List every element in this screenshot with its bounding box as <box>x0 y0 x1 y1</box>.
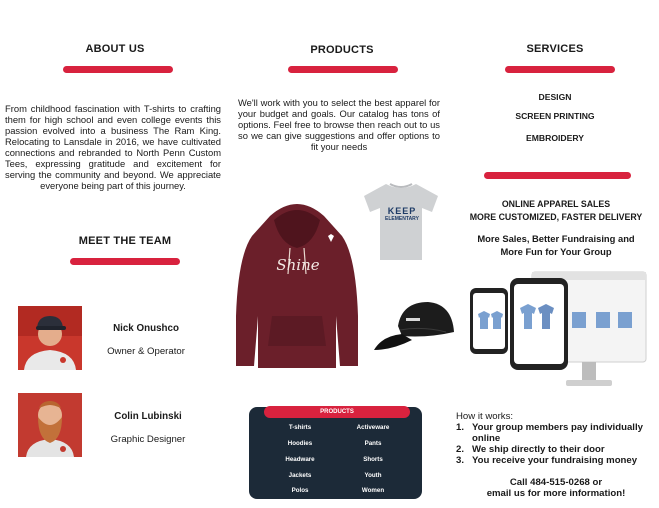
team-heading: MEET THE TEAM <box>78 235 172 247</box>
team-divider <box>70 258 180 265</box>
hoodie-image <box>232 196 362 374</box>
member-name: Colin Lubinski <box>114 411 182 422</box>
product-item: Shorts <box>363 456 383 463</box>
nick-photo <box>18 306 82 370</box>
product-item: Activeware <box>356 424 390 431</box>
services-divider-2 <box>484 172 631 179</box>
about-text: From childhood fascination with T-shirts to crafting them for high school and even college events this passion evolved into a business The Ram King. Relocating to Lansdale in 2016, we have cultivated connections and rebranded to North Penn Custom Tees, expressing gratitude and excitement for serving the community and beyond. We appreciate everyone being part of this journey. <box>5 103 221 191</box>
hoodie-print: Shine <box>276 256 320 274</box>
how-step: 3. You receive your fundraising money <box>456 455 638 466</box>
store-line: More Fun for Your Group <box>500 246 612 257</box>
about-divider <box>63 66 173 73</box>
how-title: How it works: <box>456 411 514 422</box>
how-step: 2. We ship directly to their door <box>456 444 605 455</box>
cta-line: email us for more information! <box>486 488 626 499</box>
products-panel-title: PRODUCTS <box>264 406 410 418</box>
colin-photo <box>18 393 82 457</box>
cap-image <box>372 296 464 356</box>
product-item: Youth <box>364 472 382 479</box>
products-text: We'll work with you to select the best apparel for your budget and goals. Our catalog has tons of options. Feel free to browse then reach out to us so we can give suggestions and offer options to fit your needs <box>238 97 440 152</box>
products-heading: PRODUCTS <box>310 44 374 56</box>
product-item: Polos <box>291 487 309 494</box>
tshirt-print: KEEP <box>387 206 417 216</box>
product-item: Jackets <box>288 472 312 479</box>
services-heading: SERVICES <box>526 43 584 55</box>
product-item: Women <box>361 487 385 494</box>
about-heading: ABOUT US <box>85 43 145 55</box>
member-role: Owner & Operator <box>107 346 185 357</box>
store-line: MORE CUSTOMIZED, FASTER DELIVERY <box>469 212 643 222</box>
member-name: Nick Onushco <box>113 323 179 334</box>
service-item: SCREEN PRINTING <box>515 111 595 121</box>
product-item: Headware <box>285 456 315 463</box>
products-panel <box>249 407 422 499</box>
how-steps <box>456 422 656 466</box>
product-item: T-shirts <box>288 424 312 431</box>
devices-image <box>468 266 652 402</box>
service-item: DESIGN <box>538 92 572 102</box>
service-item: EMBROIDERY <box>526 133 584 143</box>
product-item: Hoodies <box>287 440 313 447</box>
store-line: ONLINE APPAREL SALES <box>501 199 611 209</box>
tshirt-print-sub: ELEMENTARY <box>385 216 419 222</box>
member-role: Graphic Designer <box>110 434 186 445</box>
cta-line: Call 484-515-0268 or <box>509 477 603 488</box>
how-step: 1. Your group members pay individually online <box>456 422 643 444</box>
products-divider <box>288 66 398 73</box>
store-line: More Sales, Better Fundraising and <box>477 233 635 244</box>
product-item: Pants <box>364 440 382 447</box>
services-divider <box>505 66 615 73</box>
